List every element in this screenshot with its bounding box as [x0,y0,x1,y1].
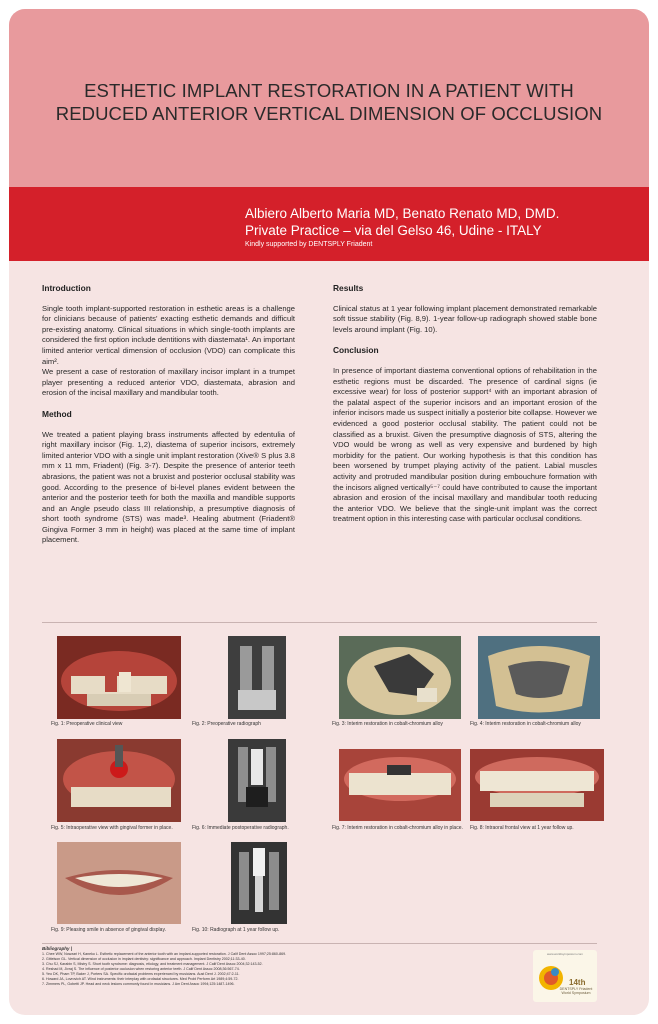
title-line-1: ESTHETIC IMPLANT RESTORATION IN A PATIENT WITH [84,80,574,101]
figure-2 [228,636,286,719]
title-banner [9,9,649,187]
results-heading: Results [333,283,364,293]
figure-3 [339,636,461,719]
logo-line-1: DENTSPLY Friadent [559,987,593,991]
preoperative-clinical-photo [57,636,181,719]
logo-url: www.worldsymposium.com [547,952,584,956]
preoperative-radiograph [228,636,286,719]
interim-restoration-in-place-photo [339,749,461,821]
conclusion-paragraph: In presence of important diastema conventional options of rehabilitation in the esthetic regions must be discarded. The presence of cardinal signs (ie excessive wear) for loss of posterior support⁴ with an important abrasion of the palatal aspect of the superior incisors and an important erosion of the inferior incisors made us suspect initially a posterior bite collapse. However we evidenced a good posterior occlusal stability. The patient could not be classified as a bruxist. Given the presumptive diagnosis of STS, altering the VDO would be wrong as well as very expensive and burdened by high morbidity for the patient. Our working hypothesis is that this condition has been worsened by trumpet playing activity of the patient. Labial muscles activity and protruded mandibular position during embouchure formation with the incisors aligned vertically⁵⁻⁷ could have contributed to cause the important abrasion and erosion of the incisal maxillary and mandibular tooth reducing the anterior VDO. We believe that the single-unit implant was the correct treatment option in this interesting case with particular occlusal conditions. [333,365,597,524]
figure-6-caption: Fig. 6: Immediate postoperative radiograph. [192,825,289,831]
reference-4: 4. Reshad M, Jivraj S. The influence of posterior occlusion when restoring anterior teeth. J Calif Dent Assoc 2008;36:567-74. [42,967,240,971]
figure-4 [478,636,600,719]
one-year-radiograph [231,842,287,924]
right-column [333,283,597,525]
introduction-paragraph-1: Single tooth implant-supported restoration in esthetic areas is a challenge for clinicians because of patients’ exacting esthetic demands and difficult pre-existing anatomy. Clinical situations in which single-tooth implants are considered the first option include dentitions with diastemata¹. An important limited anterior vertical dimension of occlusion (VDO) can complicate this aim². [42,303,295,366]
logo-number: 14th [569,978,586,987]
figure-2-caption: Fig. 2: Preoperative radiograph [192,721,261,727]
left-column [42,283,295,546]
figure-7-caption: Fig. 7: Interim restoration in cobalt-chromium alloy in place. [332,825,463,831]
authors-block [245,205,645,250]
reference-1: 1. Chee WW, Nowzari H, Kaneko L. Esthetic replacement of the anterior tooth with an implant-supported restoration. J Calif Dent Assoc 1997;25:860-869. [42,952,287,956]
divider-top [42,622,597,623]
figure-8 [470,749,604,821]
conclusion-heading: Conclusion [333,345,379,356]
logo-line-2: World Symposium [561,991,591,996]
smile-photo [57,842,181,924]
figure-8-caption: Fig. 8: Intraoral frontal view at 1 year follow up. [470,825,574,831]
reference-7: 7. Zimmers PL, Gobetti JP. Head and neck lesions commonly found in musicians. J Am Dent Assoc 1994;125:1487-1496. [42,982,235,986]
reference-2: 2. Gittelson GL. Vertical dimension of occlusion in implant dentistry: significance and approach. Implant Dentistry 2002;11:33-40. [42,957,246,961]
poster-title [29,79,629,125]
figure-5 [57,739,181,822]
figure-9-caption: Fig. 9: Pleasing smile in absence of gingival display. [51,927,166,933]
results-paragraph: Clinical status at 1 year following implant placement demonstrated remarkable soft tissue stability (Fig. 8,9). 1-year follow-up radiograph showed stable bone levels around implant (Fig. 10). [333,303,597,334]
bibliography-title: Bibliography | [42,946,73,951]
method-heading: Method [42,408,72,419]
introduction-paragraph-2: We present a case of restoration of maxillary incisor implant in a trumpet player presenting a reduced anterior VDO, diastemata, abrasion and erosion of the incisal maxillary and mandibular tooth. [42,367,295,398]
figure-10-caption: Fig. 10: Radiograph at 1 year follow up. [192,927,280,933]
reference-6: 6. Howard JA, Lovrovich AT. Wind instruments: their interplay with orofacial structures. Med Probl Perform Art 1989;4:59-72. [42,977,239,981]
support-note: Kindly supported by DENTSPLY Friadent [245,241,373,248]
one-year-follow-up-photo [470,749,604,821]
introduction-heading: Introduction [42,283,91,293]
bibliography [42,946,522,987]
method-paragraph: We treated a patient playing brass instruments affected by edentulia of right maxillary incisor (Fig. 1,2), diastema of superior incisors, extremely limited anterior VDO with a single unit implant restoration (Xive® S plus 3.8 mm x 11 mm, Friadent) (Fig. 3-7). Despite the presence of anterior teeth abrasions, the patient was not a bruxist and posterior occlusal stability was good. According to the presence of bi-level planes evident between the anterior and the posterior teeth for both the maxilla and mandible supports and an Angle pseudo class III relationship, a presumptive diagnosis of short tooth syndrome (STS) was made³. Healing abutment (Friadent® Gingiva Former 3 mm in height) was placed at the same time of implant placement. [42,429,295,545]
figure-7 [339,749,461,821]
interim-restoration-photo-2 [478,636,600,719]
logo-text [557,987,595,995]
reference-3: 3. Chu SJ, Karabin S, Mistry S. Short tooth syndrome: diagnosis, etiology, and treatment management. J Calif Dent Assoc 2004;32:143-52. [42,962,263,966]
figure-10 [231,842,287,924]
authors-names: Albiero Alberto Maria MD, Benato Renato MD, DMD. [245,206,560,221]
figure-1 [57,636,181,719]
interim-restoration-photo-1 [339,636,461,719]
figure-6 [228,739,286,822]
divider-bottom [42,943,597,944]
figure-3-caption: Fig. 3: Interim restoration in cobalt-chromium alloy [332,721,443,727]
postoperative-radiograph [228,739,286,822]
figure-5-caption: Fig. 5: Intraoperative view with gingival former in place. [51,825,173,831]
intraoperative-photo [57,739,181,822]
symposium-logo [533,950,597,1002]
reference-5: 5. Yeo DK, Pham TP, Baker J, Porters SA. Specific orofacial problems experienced by musicians. Aust Dent J. 2002;47:2-11. [42,972,240,976]
figure-1-caption: Fig. 1: Preoperative clinical view [51,721,123,727]
title-line-2: REDUCED ANTERIOR VERTICAL DIMENSION OF OCCLUSION [55,103,603,124]
figure-4-caption: Fig. 4: Interim restoration in cobalt-chromium alloy [470,721,581,727]
figure-9 [57,842,181,924]
authors-affiliation: Private Practice – via del Gelso 46, Udine - ITALY [245,223,542,238]
